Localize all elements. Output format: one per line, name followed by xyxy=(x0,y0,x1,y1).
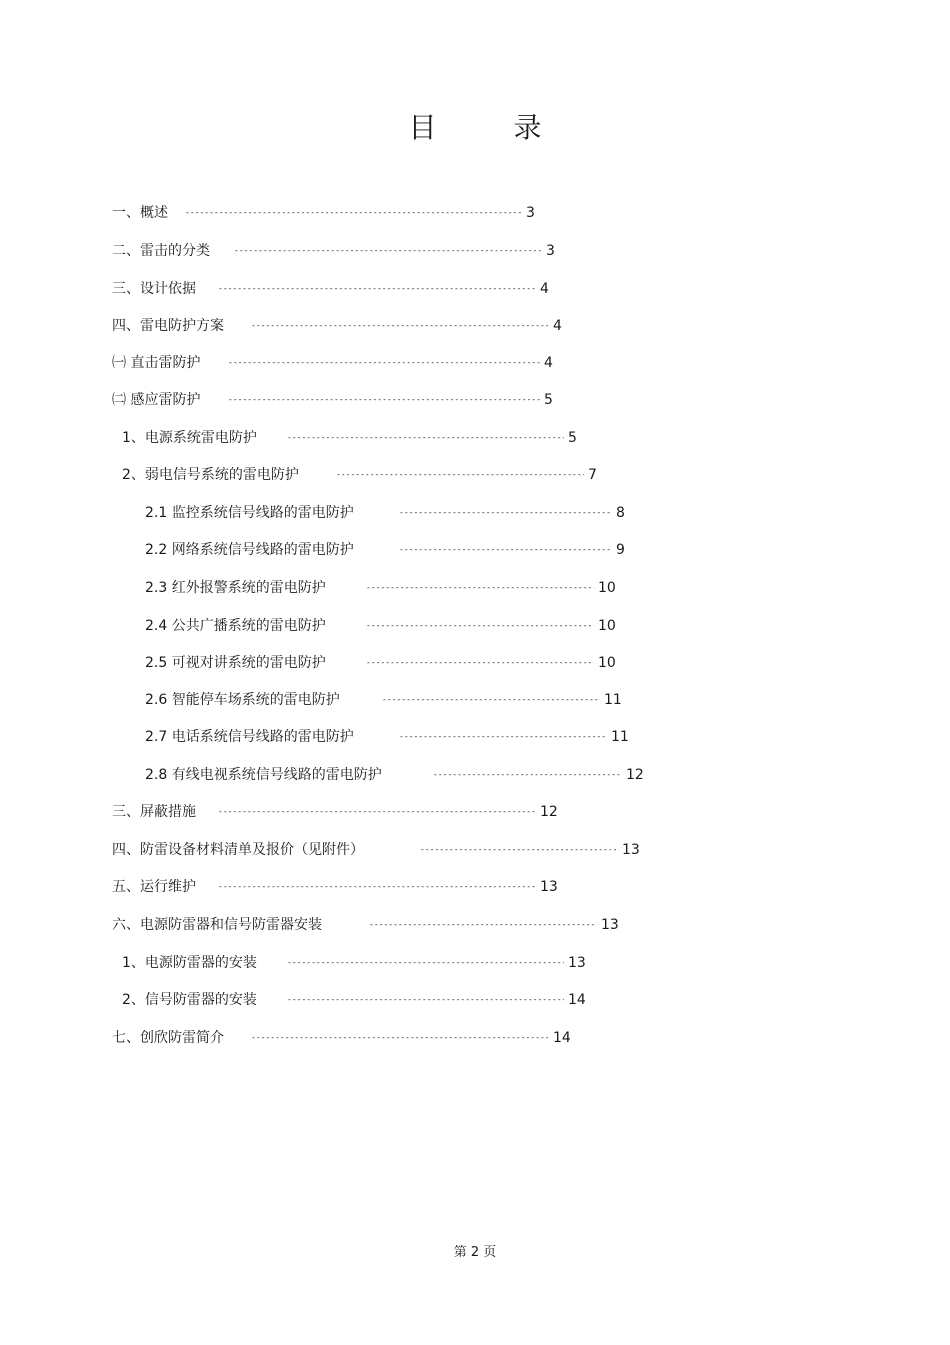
toc-entry-page-number: 12 xyxy=(540,804,558,820)
toc-dot-leader xyxy=(234,241,542,261)
toc-entry-page-number: 14 xyxy=(553,1030,571,1046)
toc-entry-label: 2、信号防雷器的安装 xyxy=(122,992,257,1008)
toc-entry-label: 五、运行维护 xyxy=(112,879,196,895)
toc-entry-label: 二、雷击的分类 xyxy=(112,243,210,259)
toc-entry-label: 六、电源防雷器和信号防雷器安装 xyxy=(112,917,322,933)
toc-dot-leader xyxy=(287,428,564,448)
toc-entry[interactable] xyxy=(122,428,598,448)
toc-entry-label: 一、概述 xyxy=(112,205,168,221)
toc-entry-label: 七、创欣防雷简介 xyxy=(112,1030,224,1046)
toc-dot-leader xyxy=(228,390,540,410)
toc-dot-leader xyxy=(228,353,540,373)
toc-entry-label: 2.3 红外报警系统的雷电防护 xyxy=(145,580,326,596)
toc-entry-page-number: 4 xyxy=(553,318,562,334)
toc-entry-page-number: 4 xyxy=(544,355,553,371)
toc-entry-label: 三、设计依据 xyxy=(112,281,196,297)
toc-entry[interactable] xyxy=(112,203,556,223)
page-title: 目 录 xyxy=(408,111,576,144)
toc-dot-leader xyxy=(399,727,607,747)
toc-entry-label: 2.6 智能停车场系统的雷电防护 xyxy=(145,692,340,708)
toc-entry-page-number: 10 xyxy=(598,580,616,596)
toc-entry[interactable] xyxy=(145,690,634,710)
toc-dot-leader xyxy=(251,316,549,336)
toc-entry-page-number: 3 xyxy=(546,243,555,259)
toc-dot-leader xyxy=(287,953,564,973)
toc-entry-page-number: 14 xyxy=(568,992,586,1008)
toc-entry[interactable] xyxy=(145,578,628,598)
toc-entry[interactable] xyxy=(112,802,570,822)
toc-entry-page-number: 13 xyxy=(568,955,586,971)
toc-entry[interactable] xyxy=(145,727,641,747)
toc-dot-leader xyxy=(336,465,584,485)
toc-dot-leader xyxy=(218,279,536,299)
toc-entry[interactable] xyxy=(112,390,574,410)
toc-entry-label: 2.2 网络系统信号线路的雷电防护 xyxy=(145,542,354,558)
toc-entry-label: 三、屏蔽措施 xyxy=(112,804,196,820)
toc-dot-leader xyxy=(287,990,564,1010)
toc-entry-page-number: 3 xyxy=(526,205,535,221)
toc-entry[interactable] xyxy=(112,840,652,860)
toc-dot-leader xyxy=(399,503,612,523)
toc-entry[interactable] xyxy=(112,279,570,299)
toc-entry-label: 2.1 监控系统信号线路的雷电防护 xyxy=(145,505,354,521)
toc-entry[interactable] xyxy=(145,540,646,560)
toc-entry[interactable] xyxy=(145,503,646,523)
toc-dot-leader xyxy=(218,802,536,822)
toc-entry-page-number: 5 xyxy=(568,430,577,446)
toc-dot-leader xyxy=(366,578,594,598)
toc-entry-label: 2.4 公共广播系统的雷电防护 xyxy=(145,618,326,634)
toc-entry-label: 1、电源系统雷电防护 xyxy=(122,430,257,446)
toc-dot-leader xyxy=(433,765,622,785)
toc-entry[interactable] xyxy=(145,616,628,636)
toc-entry-page-number: 8 xyxy=(616,505,625,521)
toc-entry[interactable] xyxy=(112,877,570,897)
toc-entry-label: 四、雷电防护方案 xyxy=(112,318,224,334)
toc-entry-label: 2.8 有线电视系统信号线路的雷电防护 xyxy=(145,767,382,783)
toc-entry[interactable] xyxy=(122,990,598,1010)
toc-entry-page-number: 4 xyxy=(540,281,549,297)
toc-entry[interactable] xyxy=(122,953,598,973)
toc-dot-leader xyxy=(251,1028,549,1048)
page-number-footer: 第 2 页 xyxy=(453,1245,497,1260)
toc-entry-page-number: 7 xyxy=(588,467,597,483)
toc-dot-leader xyxy=(366,653,594,673)
toc-entry[interactable] xyxy=(112,241,576,261)
toc-dot-leader xyxy=(369,915,597,935)
toc-entry-page-number: 9 xyxy=(616,542,625,558)
toc-dot-leader xyxy=(185,203,522,223)
toc-entry-label: 1、电源防雷器的安装 xyxy=(122,955,257,971)
toc-dot-leader xyxy=(420,840,618,860)
toc-entry-label: 2.5 可视对讲系统的雷电防护 xyxy=(145,655,326,671)
toc-entry[interactable] xyxy=(112,353,574,373)
toc-entry-page-number: 13 xyxy=(601,917,619,933)
toc-entry-page-number: 11 xyxy=(604,692,622,708)
toc-entry-label: ㈡ 感应雷防护 xyxy=(112,392,201,408)
toc-entry[interactable] xyxy=(145,765,656,785)
toc-entry-page-number: 13 xyxy=(540,879,558,895)
toc-entry-page-number: 13 xyxy=(622,842,640,858)
toc-entry-label: 2、弱电信号系统的雷电防护 xyxy=(122,467,299,483)
toc-entry-page-number: 12 xyxy=(626,767,644,783)
toc-entry-page-number: 10 xyxy=(598,655,616,671)
toc-dot-leader xyxy=(382,690,600,710)
toc-entry-page-number: 11 xyxy=(611,729,629,745)
toc-entry-label: 2.7 电话系统信号线路的雷电防护 xyxy=(145,729,354,745)
toc-entry-label: 四、防雷设备材料清单及报价（见附件） xyxy=(112,842,364,858)
toc-entry[interactable] xyxy=(145,653,628,673)
toc-entry[interactable] xyxy=(122,465,618,485)
toc-entry[interactable] xyxy=(112,915,631,935)
toc-entry[interactable] xyxy=(112,1028,583,1048)
toc-dot-leader xyxy=(218,877,536,897)
toc-entry-page-number: 10 xyxy=(598,618,616,634)
toc-entry-label: ㈠ 直击雷防护 xyxy=(112,355,201,371)
toc-dot-leader xyxy=(366,616,594,636)
toc-dot-leader xyxy=(399,540,612,560)
toc-entry[interactable] xyxy=(112,316,583,336)
toc-entry-page-number: 5 xyxy=(544,392,553,408)
